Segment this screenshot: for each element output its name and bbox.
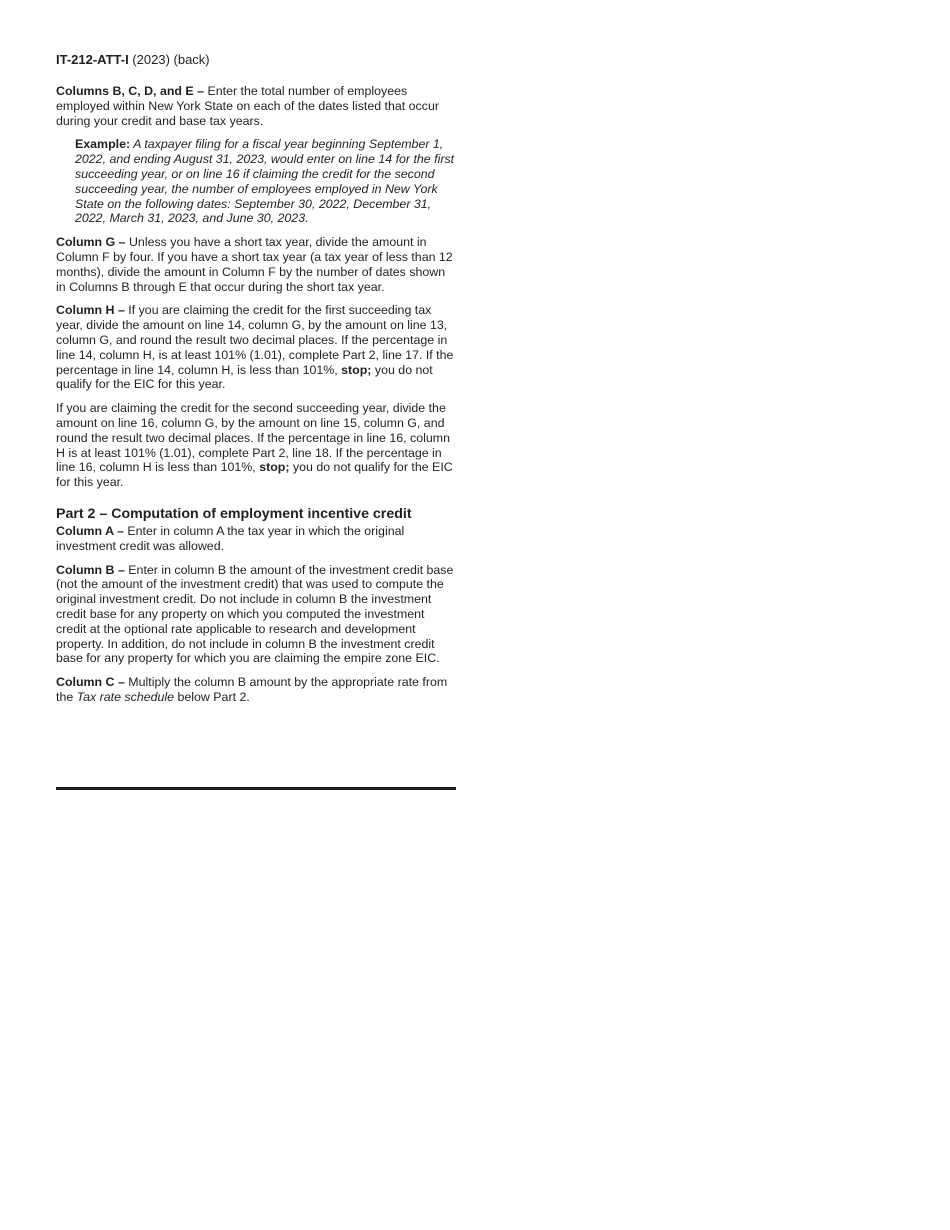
part2-column-c-label: Column C – [56,675,125,690]
part2-column-a-paragraph [56,524,456,554]
tax-rate-schedule-ref: Tax rate schedule [76,689,175,704]
column-h-text: If you are claiming the credit for the first succeeding tax year, divide the amount on line 14, column G, by the amount on line 13, column G, and round the result two decimal places. If the percentage in line 14, column H, is at least 101% (1.01), complete Part 2, line 17. If the percentage in line 14, column H, is less than 101%, [56,303,454,377]
part2-column-c-paragraph [56,675,456,705]
column-h-label: Column H – [56,303,125,318]
part2-column-b-paragraph [56,563,456,667]
second-year-stop: stop; [259,460,290,475]
part2-column-a-label: Column A – [56,523,124,538]
part2-column-c-text-end: below Part 2. [174,689,250,704]
second-year-text-end: you do not qualify for the EIC for this year. [56,460,453,490]
instructions-column [56,52,456,714]
part2-column-b-label: Column B – [56,562,125,577]
second-year-text: If you are claiming the credit for the second succeeding year, divide the amount on line 16, column G, by the amount on line 15, column G, and round the result two decimal places. If the percentage in line 16, column H is at least 101% (1.01), complete Part 2, line 18. If the percentage in line 16, column H is less than 101%, [56,401,450,475]
columns-bcde-text: Enter the total number of employees employed within New York State on each of the dates listed that occur during your credit and base tax years. [56,84,439,128]
column-h-paragraph [56,303,456,392]
column-g-text: Unless you have a short tax year, divide the amount in Column F by four. If you have a short tax year (a tax year of less than 12 months), divide the amount in Column F by the number of dates shown in Columns B through E that occur during the short tax year. [56,235,453,294]
part2-column-c-text: Multiply the column B amount by the appropriate rate from the [56,675,448,704]
part2-column-a-text: Enter in column A the tax year in which the original investment credit was allowed. [56,523,405,553]
column-h-stop: stop; [341,362,372,377]
form-year-back: (2023) (back) [128,52,210,67]
example-paragraph [75,137,456,226]
section-end-rule [56,787,456,790]
example-label: Example: [75,137,131,152]
columns-bcde-paragraph [56,84,456,128]
part2-heading: Part 2 – Computation of employment incentive credit [56,505,412,522]
column-g-label: Column G – [56,235,126,250]
column-h-text-end: you do not qualify for the EIC for this year. [56,362,433,392]
form-id: IT-212-ATT-I [56,52,129,67]
column-g-paragraph [56,235,456,294]
part2-column-b-text: Enter in column B the amount of the investment credit base (not the amount of the investment credit) that was used to compute the original investment credit. Do not include in column B the investment credit base for any property on which you computed the investment credit at the optional rate applicable to research and development property. In addition, do not include in column B the investment credit base for any property for which you are claiming the empire zone EIC. [56,562,454,666]
page-header [56,52,456,68]
columns-bcde-label: Columns B, C, D, and E – [56,84,205,98]
example-text: A taxpayer filing for a fiscal year beginning September 1, 2022, and ending August 31, 2023, would enter on line 14 for the first succeeding year, or on line 16 if claiming the credit for the second succeeding year, the number of employees employed in New York State on the following dates: September 30, 2022, December 31, 2022, March 31, 2023, and June 30, 2023. [75,137,455,226]
second-year-paragraph [56,401,456,490]
